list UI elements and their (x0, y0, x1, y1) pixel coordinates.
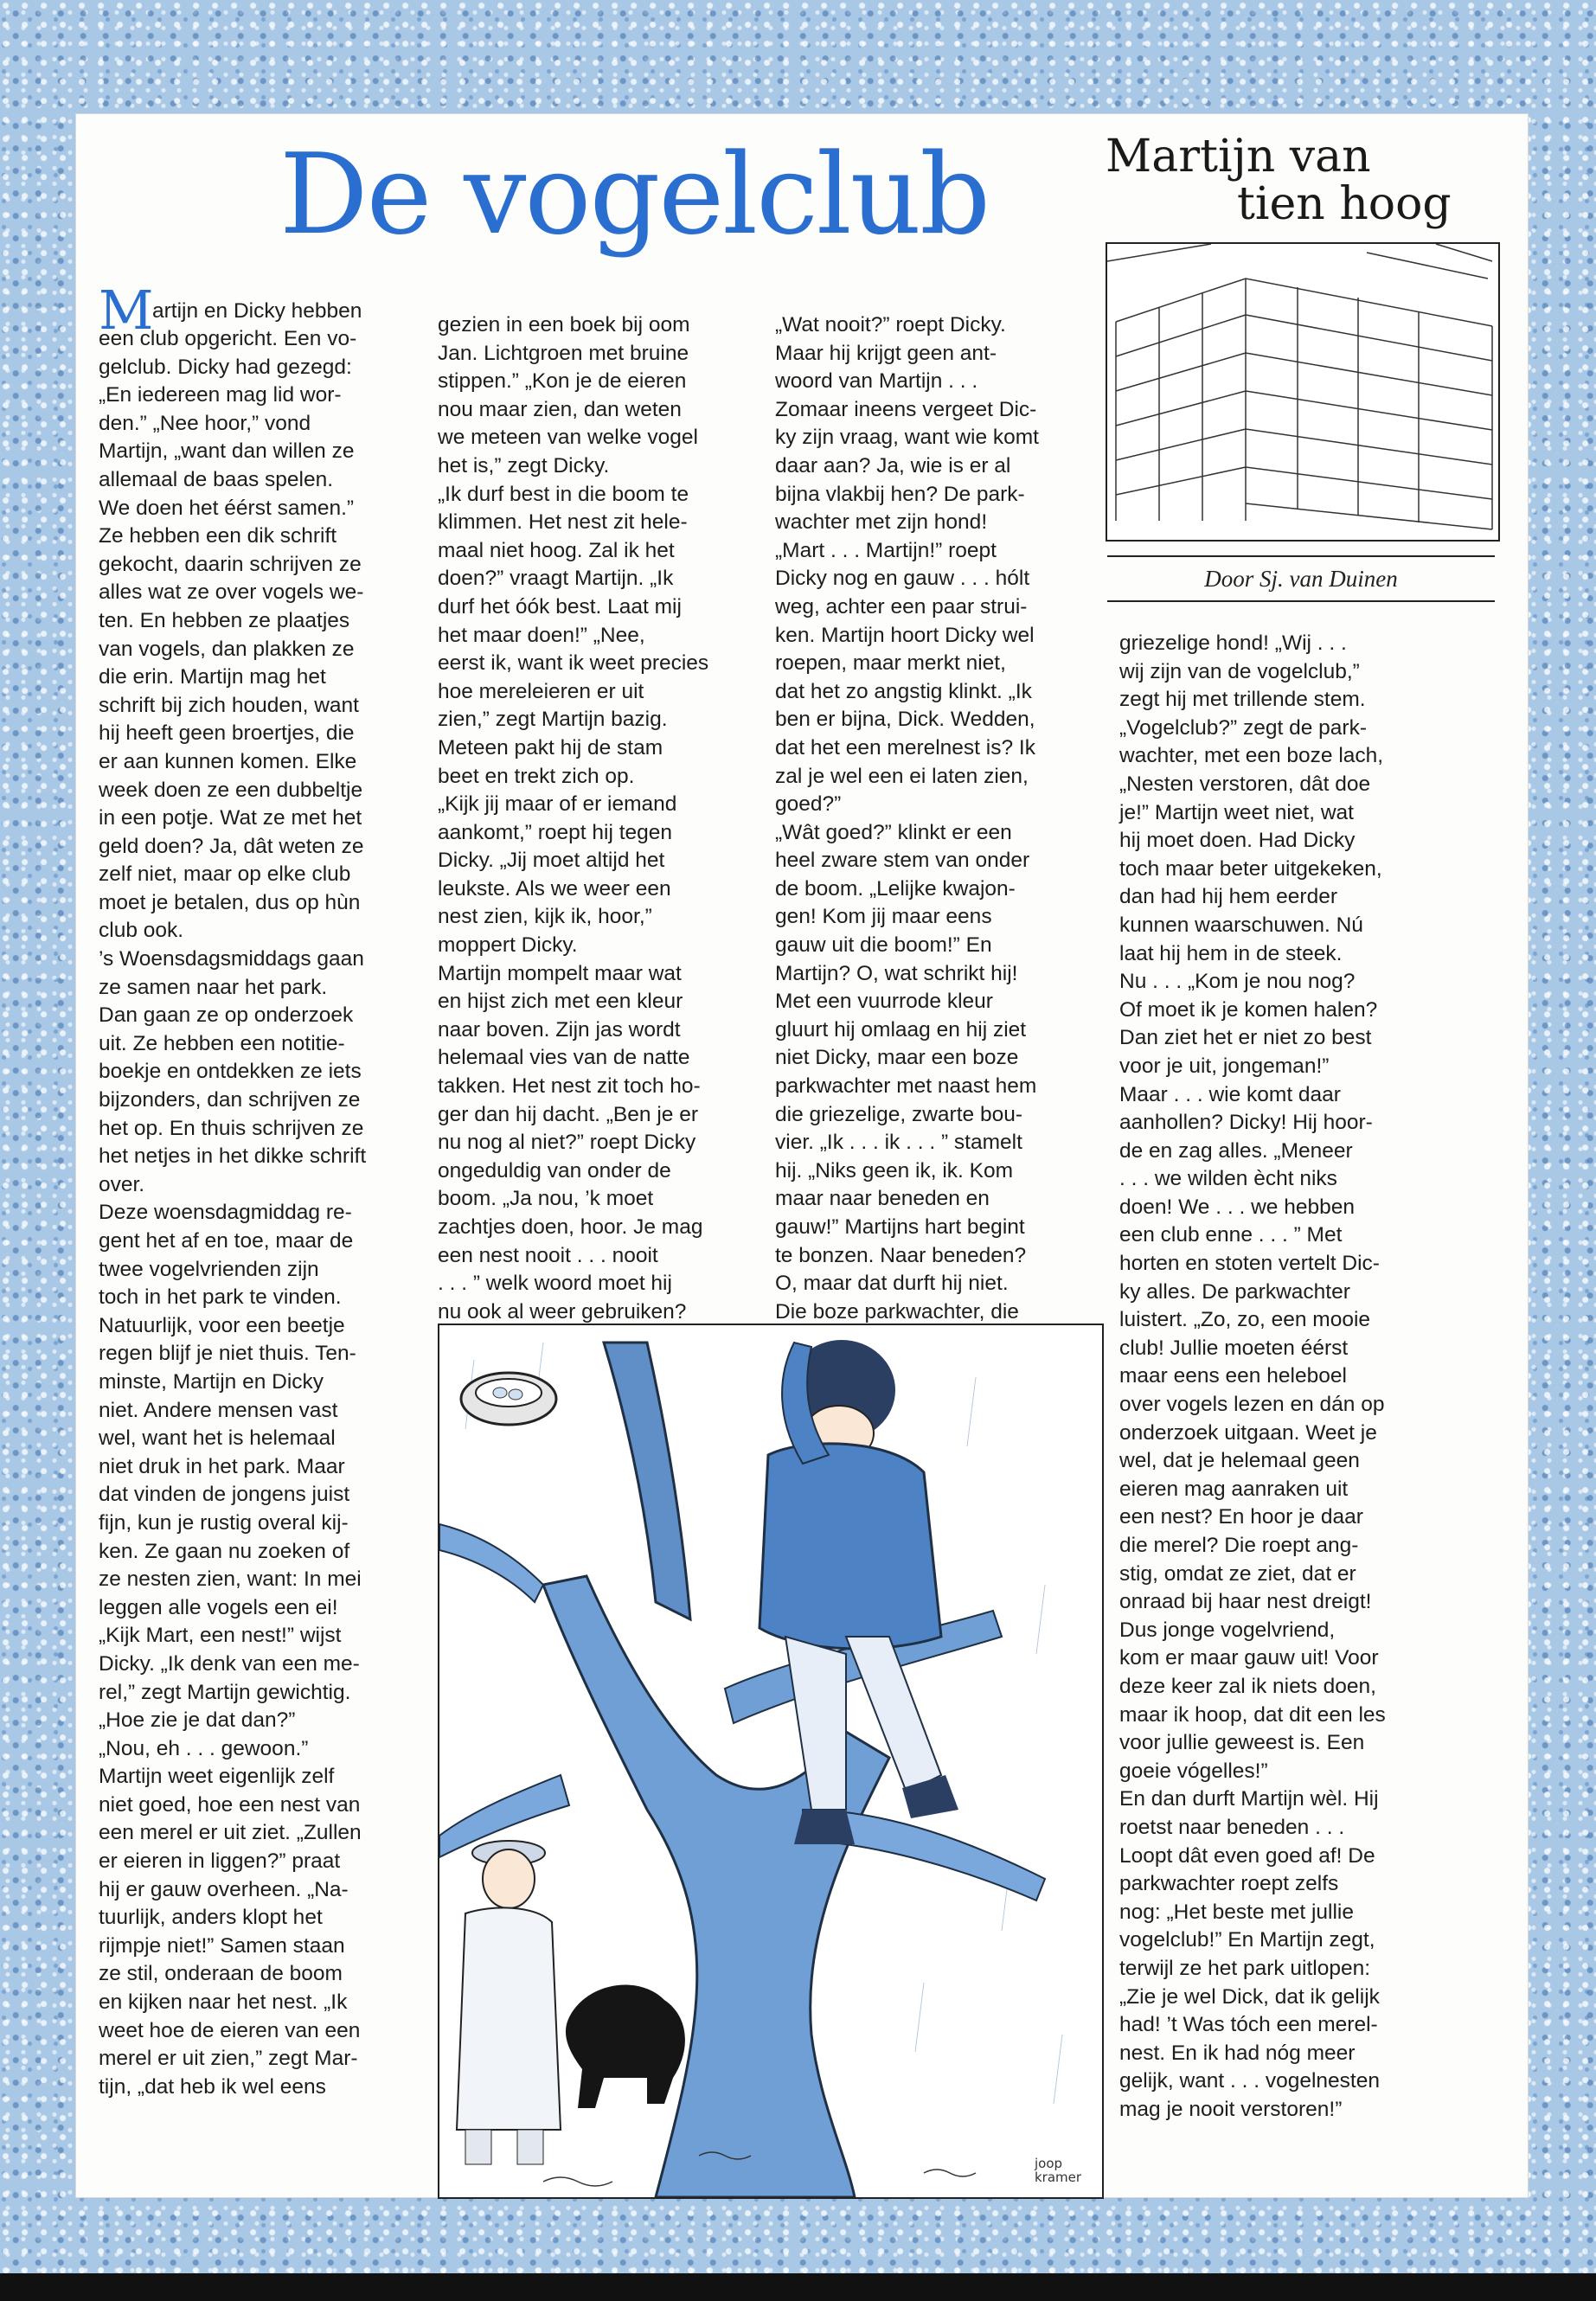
scan-edge (0, 2273, 1596, 2301)
bird-nest-icon (461, 1373, 556, 1425)
series-heading (1090, 133, 1505, 228)
series-line-2: tien hoog (1237, 177, 1452, 230)
series-line-1: Martijn van (1106, 131, 1371, 183)
text-column-4: griezelige hond! „Wij . . . wij zijn van de vogelclub,” zegt hij met trillende stem. „Vogelclub?” zegt de park- wachter, met een boze lach, „Nesten verstoren, dât doe je!” Martijn weet niet, wat hij moet doen. Had Dicky toch maar beter uitgekeken, dan had hij hem eerder kunnen waarschuwen. Nú laat hij hem in de steek. Nu . . . „Kom je nou nog? Of moet ik je komen halen? Dan ziet het er niet zo best voor je uit, jongeman!” Maar . . . wie komt daar aanhollen? Dicky! Hij hoor- de en zag alles. „Meneer . . . we wilden ècht niks doen! We . . . we hebben een club enne . . . ” Met horten en stoten vertelt Dic- ky alles. De parkwachter luistert. „Zo, zo, een mooie club! Jullie moeten éérst maar eens een heleboel over vogels lezen en dán op onderzoek uitgaan. Weet je wel, dat je helemaal geen eieren mag aanraken uit een nest? En hoor je daar die merel? Die roept ang- stig, omdat ze ziet, dat er onraad bij haar nest dreigt! Dus jonge vogelvriend, kom er maar gauw uit! Voor deze keer zal ik niets doen, maar ik hoop, dat dit een les voor jullie geweest is. Een goeie vógelles!” En dan durft Martijn wèl. Hij roetst naar beneden . . . Loopt dât even goed af! De parkwachter roept zelfs nog: „Het beste met jullie vogelclub!” En Martijn zegt, terwijl ze het park uitlopen: „Zie je wel Dick, dat ik gelijk had! ’t Was tóch een merel- nest. En ik had nóg meer gelijk, want . . . vogelnesten mag je nooit verstoren!” (1119, 631, 1386, 2121)
column-1-first-line: artijn en Dicky hebben (152, 299, 362, 323)
story-illustration (438, 1324, 1104, 2199)
dog-icon (566, 1985, 685, 2108)
signature-line-1: joop (1035, 2156, 1063, 2171)
tree-illustration (439, 1325, 1102, 2197)
text-column-2: gezien in een boek bij oom Jan. Lichtgroen met bruine stippen.” „Kon je de eieren nou maar zien, dan weten we meteen van welke vogel het is,” zegt Dicky. „Ik durf best in die boom te klimmen. Het nest zit hele- maal niet hoog. Zal ik het doen?” vraagt Martijn. „Ik durf het óók best. Laat mij het maar doen!” „Nee, eerst ik, want ik weet precies hoe mereleieren er uit zien,” zegt Martijn bazig. Meteen pakt hij de stam beet en trekt zich op. „Kijk jij maar of er iemand aankomt,” roept hij tegen Dicky. „Jij moet altijd het leukste. Als we weer een nest zien, kijk ik, hoor,” moppert Dicky. Martijn mompelt maar wat en hijst zich met een kleur naar boven. Zijn jas wordt helemaal vies van de natte takken. Het nest zit toch ho- ger dan hij dacht. „Ben je er nu nog al niet?” roept Dicky ongeduldig van onder de boom. „Ja nou, ’k moet zachtjes doen, hoor. Je mag een nest nooit . . . nooit . . . ” welk woord moet hij nu ook al weer gebruiken? (438, 313, 709, 1324)
drop-cap: M (99, 279, 154, 342)
building-icon (1107, 244, 1498, 540)
text-column-3: „Wat nooit?” roept Dicky. Maar hij krijgt geen ant- woord van Martijn . . . Zomaar ineens vergeet Dic- ky zijn vraag, want wie komt daar aan? Ja, wie is er al bijna vlakbij hen? De park- wachter met zijn hond! „Mart . . . Martijn!” roept Dicky nog en gauw . . . hólt weg, achter een paar strui- ken. Martijn hoort Dicky wel roepen, maar merkt niet, dat het zo angstig klinkt. „Ik ben er bijna, Dick. Wedden, dat het een merelnest is? Ik zal je wel een ei laten zien, goed?” „Wât goed?” klinkt er een heel zware stem van onder de boom. „Lelijke kwajon- gen! Kom jij maar eens gauw uit die boom!” En Martijn? O, wat schrikt hij! Met een vuurrode kleur gluurt hij omlaag en hij ziet niet Dicky, maar een boze parkwachter met naast hem die griezelige, zwarte bou- vier. „Ik . . . ik . . . ” stamelt hij. „Niks geen ik, ik. Kom maar naar beneden en gauw!” Martijns hart begint te bonzen. Naar beneden? O, maar dat durft hij niet. Die boze parkwachter, die (775, 313, 1039, 1324)
magazine-page (76, 114, 1528, 2197)
text-column-1: een club opgericht. Een vo- gelclub. Dicky had gezegd: „En iedereen mag lid wor- den.” „Nee hoor,” vond Martijn, „want dan willen ze allemaal de baas spelen. We doen het éérst samen.” Ze hebben een dik schrift gekocht, daarin schrijven ze alles wat ze over vogels we- ten. En hebben ze plaatjes van vogels, dan plakken ze die erin. Martijn mag het schrift bij zich houden, want hij heeft geen broertjes, die er aan kunnen komen. Elke week doen ze een dubbeltje in een potje. Wat ze met het geld doen? Ja, dât weten ze zelf niet, maar op elke club moet je betalen, dus op hùn club ook. ’s Woensdagsmiddags gaan ze samen naar het park. Dan gaan ze op onderzoek uit. Ze hebben een notitie- boekje en ontdekken ze iets bijzonders, dan schrijven ze het op. En thuis schrijven ze het netjes in het dikke schrift over. Deze woensdagmiddag re- gent het af en toe, maar de twee vogelvrienden zijn toch in het park te vinden. Natuurlijk, voor een beetje regen blijf je niet thuis. Ten- minste, Martijn en Dicky niet. Andere mensen vast wel, want het is helemaal niet druk in het park. Maar dat vinden de jongens juist fijn, kun je rustig overal kij- ken. Ze gaan nu zoeken of ze nesten zien, want: In mei leggen alle vogels een ei! „Kijk Mart, een nest!” wijst Dicky. „Ik denk van een me- rel,” zegt Martijn gewichtig. „Hoe zie je dat dan?” „Nou, eh . . . gewoon.” Martijn weet eigenlijk zelf niet goed, hoe een nest van een merel er uit ziet. „Zullen er eieren in liggen?” praat hij er gauw overheen. „Na- tuurlijk, anders klopt het rijmpje niet!” Samen staan ze stil, onderaan de boom en kijken naar het nest. „Ik weet hoe de eieren van een merel er uit zien,” zegt Mar- tijn, „dat heb ik wel eens (99, 327, 367, 2099)
byline: Door Sj. van Duinen (1107, 555, 1495, 602)
artist-signature (1035, 2157, 1081, 2185)
signature-line-2: kramer (1035, 2169, 1082, 2185)
park-warden-figure (457, 1841, 561, 2164)
article-title: De vogelclub (279, 131, 990, 260)
building-illustration (1106, 242, 1500, 542)
